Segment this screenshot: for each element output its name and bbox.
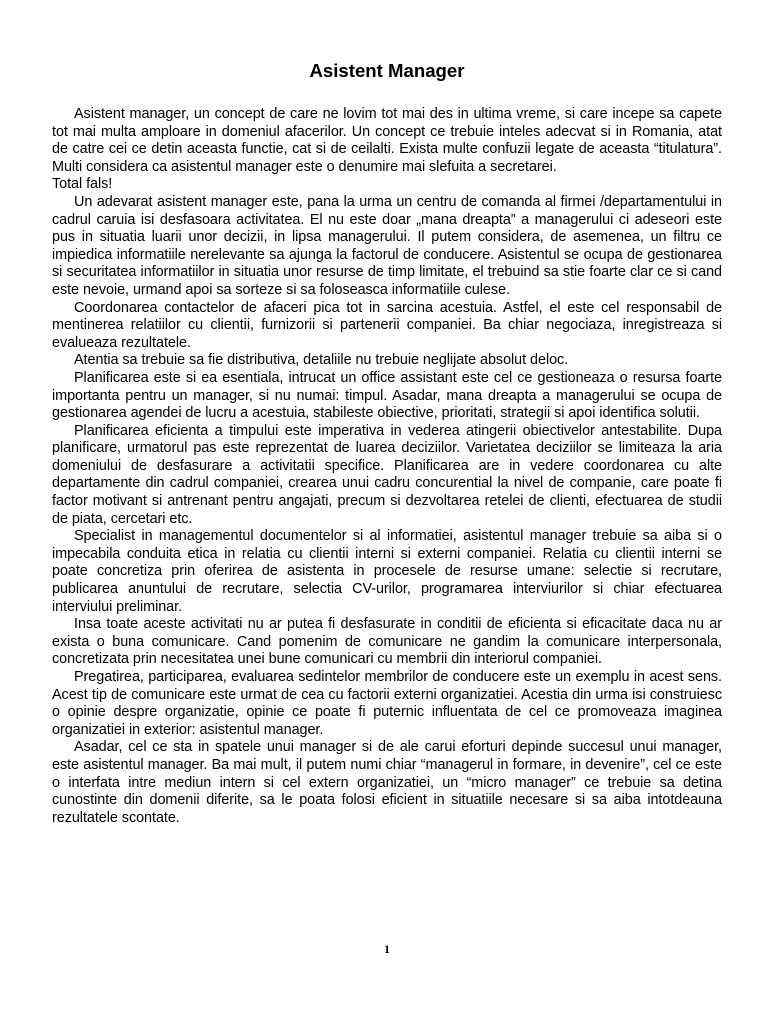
paragraph: Insa toate aceste activitati nu ar putea fi desfasurate in conditii de eficienta si eficacitate daca nu ar exista o buna comunicare. Cand pomenim de comunicare ne gandim la comunicare interpersonala, concretizata prin necesitatea unei bune comunicari cu membrii din interiorul companiei.	[52, 616, 722, 668]
paragraph: Un adevarat asistent manager este, pana la urma un centru de comanda al firmei /departamentului in cadrul caruia isi desfasoara activitatea. El nu este doar „mana dreapta” a managerului ci adeseori este pus in situatia luarii unor decizii, in lipsa managerului. Il putem considera, de asemenea, un filtru ce impiedica informatiile nerelevante sa ajunga la factorul de conducere. Asistentul se ocupa de gestionarea si securitatea informatiilor in situatia unor resurse de timp limitate, el trebuind sa stie foarte clar ce si cand este nevoie, urmand apoi sa sorteze si sa foloseasca informatiile culese.	[52, 193, 722, 298]
paragraph: Planificarea eficienta a timpului este imperativa in vederea atingerii obiectivelor antestabilite. Dupa planificare, urmatorul pas este reprezentat de luarea deciziilor. Varietatea deciziilor se limiteaza la aria domeniului de desfasurare a activitatii specifice. Planificarea are in vedere coordonarea cu alte departamente din cadrul companiei, crearea unui cadru concurential la nivel de companie, care poate fi factor motivant si antrenant pentru angajati, precum si dezvoltarea retelei de clienti, efectuarea de studii de piata, cercetari etc.	[52, 422, 722, 527]
paragraph: Pregatirea, participarea, evaluarea sedintelor membrilor de conducere este un exemplu in acest sens. Acest tip de comunicare este urmat de cea cu factorii externi organizatiei. Acestia din urma isi construiesc o opinie despre organizatie, opinie ce poate fi puternic influentata de cel ce promoveaza imaginea organizatiei in exterior: asistentul manager.	[52, 669, 722, 738]
document-title: Asistent Manager	[309, 60, 465, 81]
page-number: 1	[384, 944, 390, 956]
paragraph: Asadar, cel ce sta in spatele unui manager si de ale carui eforturi depinde succesul unui manager, este asistentul manager. Ba mai mult, il putem numi chiar “managerul in formare, in devenire”, cel ce este o interfata intre mediun intern si cel extern organizatiei, un “micro manager” ce trebuie sa detina cunostinte din domenii diferite, sa le poata folosi eficient in situatiile necesare si sa aiba intotdeauna rezultatele scontate.	[52, 739, 722, 826]
document-body	[52, 106, 722, 827]
paragraph: Coordonarea contactelor de afaceri pica tot in sarcina acestuia. Astfel, el este cel responsabil de mentinerea relatiilor cu clientii, furnizorii si partenerii companiei. Ba chiar negociaza, inregistreaza si evalueaza rezultatele.	[52, 299, 722, 351]
paragraph: Asistent manager, un concept de care ne lovim tot mai des in ultima vreme, si care incepe sa capete tot mai multa amploare in domeniul afacerilor. Un concept ce trebuie inteles adecvat si in Romania, atat de catre cei ce detin aceasta functie, cat si de ceilalti. Exista multe confuzii legate de aceasta “titulatura”. Multi considera ca asistentul manager este o denumire mai slefuita a secretarei.	[52, 106, 722, 175]
paragraph: Specialist in managementul documentelor si al informatiei, asistentul manager trebuie sa aiba si o impecabila conduita etica in relatia cu clientii interni si externi companiei. Relatia cu clientii interni se poate concretiza prin oferirea de asistenta in procesele de resurse umane: selectie si recrutare, publicarea anuntului de recrutare, selectia CV-urilor, programarea interviurilor si chiar efectuarea interviului preliminar.	[52, 528, 722, 615]
paragraph: Atentia sa trebuie sa fie distributiva, detaliile nu trebuie neglijate absolut deloc.	[74, 352, 569, 369]
paragraph: Planificarea este si ea esentiala, intrucat un office assistant este cel ce gestioneaza o resursa foarte importanta pentru un manager, si nu numai: timpul. Asadar, mana dreapta a managerului se ocupa de gestionarea agendei de lucru a acestuia, stabileste obiective, prioritati, strategii si apoi identifica solutii.	[52, 369, 722, 422]
paragraph: Total fals!	[52, 176, 113, 193]
